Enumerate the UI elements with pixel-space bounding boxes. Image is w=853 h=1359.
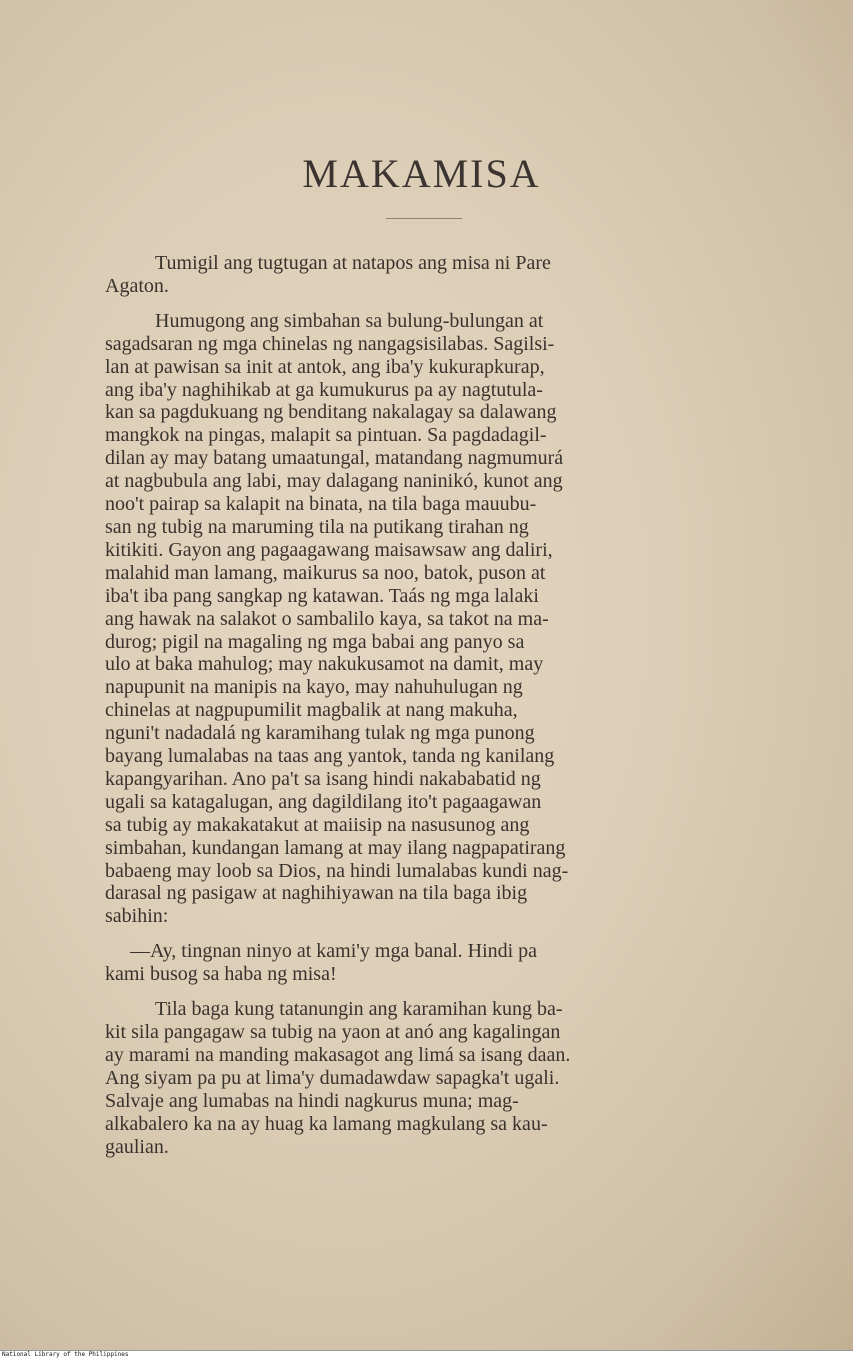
text-line: gaulian.	[105, 1135, 169, 1158]
title-divider	[386, 218, 462, 219]
text-line: ugali sa katagalugan, ang dagildilang ito't pagaagawan	[105, 790, 542, 813]
paragraph-4	[105, 998, 750, 1158]
text-line: at nagbubula ang labi, may dalagang naninikó, kunot ang	[105, 470, 563, 493]
text-line: noo't pairap sa kalapit na binata, na tila baga mauubu-	[105, 493, 537, 516]
text-line: durog; pigil na magaling ng mga babai ang panyo sa	[105, 630, 525, 653]
text-line: Agaton.	[105, 274, 169, 297]
text-line: kitikiti. Gayon ang pagaagawang maisawsaw ang daliri,	[105, 538, 553, 561]
paragraph-3	[105, 940, 750, 986]
text-line: Ang siyam pa pu at lima'y dumadawdaw sapagka't ugali.	[105, 1066, 560, 1089]
text-line: simbahan, kundangan lamang at may ilang nagpapatirang	[105, 836, 566, 859]
text-line: mangkok na pingas, malapit sa pintuan. Sa pagdadagil-	[105, 424, 547, 447]
text-line: kan sa pagdukuang ng benditang nakalagay sa dalawang	[105, 401, 557, 424]
text-line: sa tubig ay makakatakut at maiisip na nasusunog ang	[105, 813, 530, 836]
text-line: kapangyarihan. Ano pa't sa isang hindi nakababatid ng	[105, 767, 541, 790]
text-line: alkabalero ka na ay huag ka lamang magkulang sa kau-	[105, 1112, 548, 1135]
text-line: kit sila pangagaw sa tubig na yaon at anó ang kagalingan	[105, 1021, 561, 1043]
text-line: ang hawak na salakot o sambalilo kaya, sa takot na ma-	[105, 607, 549, 630]
text-line: nguni't nadadalá ng karamihang tulak ng mga punong	[105, 722, 535, 745]
text-line: Tila baga kung tatanungin ang karamihan kung ba-	[155, 998, 563, 1021]
text-line: Humugong ang simbahan sa bulung-bulungan at	[155, 309, 544, 332]
text-line: sabihin:	[105, 905, 169, 928]
text-line: Tumigil ang tugtugan at natapos ang misa ni Pare	[155, 252, 551, 274]
text-line: bayang lumalabas na taas ang yantok, tanda ng kanilang	[105, 745, 555, 768]
paragraph-1	[105, 252, 750, 298]
text-line: dilan ay may batang umaatungal, matandang nagmumurá	[105, 447, 564, 470]
chapter-title: MAKAMISA	[302, 151, 541, 196]
text-line: ay marami na manding makasagot ang limá sa isang daan.	[105, 1043, 571, 1066]
paragraph-2	[105, 310, 750, 928]
text-line: ang iba'y naghihikab at ga kumukurus pa ay nagtutula-	[105, 378, 543, 401]
text-line: napupunit na manipis na kayo, may nahuhulugan ng	[105, 676, 523, 699]
text-line: darasal ng pasigaw at naghihiyawan na tila baga ibig	[105, 882, 528, 905]
text-line: malahid man lamang, maikurus sa noo, batok, puson at	[105, 561, 546, 584]
text-line: lan at pawisan sa init at antok, ang iba'y kukurapkurap,	[105, 355, 545, 378]
text-line: —Ay, tingnan ninyo at kami'y mga banal. Hindi pa	[130, 940, 538, 963]
text-line: sagadsaran ng mga chinelas ng nangagsisilabas. Sagilsi-	[105, 332, 555, 355]
body-text	[105, 252, 750, 1170]
text-line: san ng tubig na maruming tila na putikang tirahan ng	[105, 515, 529, 538]
text-line: ulo at baka mahulog; may nakukusamot na damit, may	[105, 653, 544, 676]
text-line: iba't iba pang sangkap ng katawan. Taás ng mga lalaki	[105, 584, 539, 607]
text-line: babaeng may loob sa Dios, na hindi lumalabas kundi nag-	[105, 859, 569, 882]
text-line: chinelas at nagpupumilit magbalik at nang makuha,	[105, 699, 518, 722]
text-line: kami busog sa haba ng misa!	[105, 963, 337, 986]
text-line: Salvaje ang lumabas na hindi nagkurus muna; mag-	[105, 1089, 519, 1112]
library-credit: National Library of the Philippines	[2, 1351, 129, 1358]
